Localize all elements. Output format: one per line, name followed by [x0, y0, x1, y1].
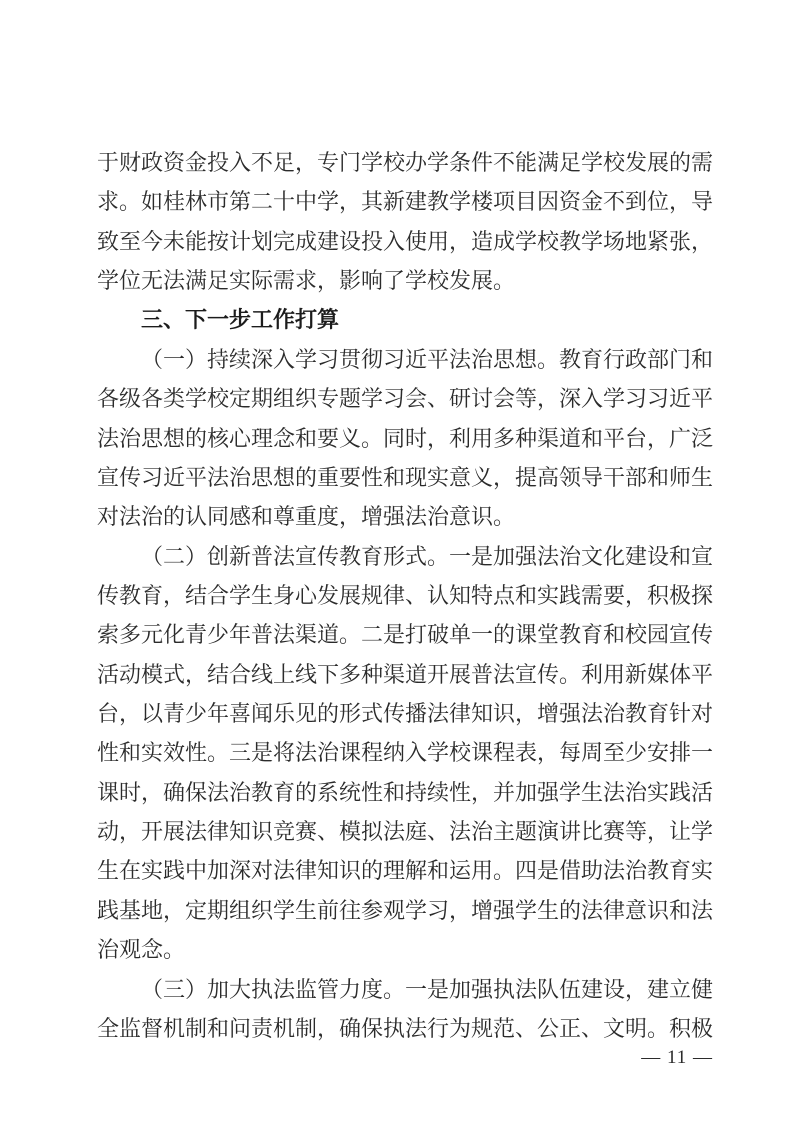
text-line: 践基地，定期组织学生前往参观学习，增强学生的法律意识和法 [97, 897, 713, 923]
text-line: 法治思想的核心理念和要义。同时，利用多种渠道和平台，广泛 [97, 425, 713, 451]
text-line: 于财政资金投入不足，专门学校办学条件不能满足学校发展的需 [97, 150, 713, 175]
text-line: 课时，确保法治教育的系统性和持续性，并加强学生法治实践活 [97, 779, 713, 805]
text-line: 宣传习近平法治思想的重要性和现实意义，提高领导干部和师生 [97, 464, 713, 490]
text-line: 传教育，结合学生身心发展规律、认知特点和实践需要，积极探 [97, 582, 713, 608]
text-line: 生在实践中加深对法律知识的理解和运用。四是借助法治教育实 [97, 858, 713, 884]
document-body [97, 143, 713, 1048]
text-line: 治观念。 [97, 937, 186, 963]
heading-text: 三、下一步工作打算 [141, 307, 340, 333]
text-line: 索多元化青少年普法渠道。二是打破单一的课堂教育和校园宣传 [97, 622, 713, 648]
text-line: 各级各类学校定期组织专题学习会、研讨会等，深入学习习近平 [97, 386, 713, 412]
text-line: （二）创新普法宣传教育形式。一是加强法治文化建设和宣 [141, 543, 713, 569]
text-line: 动，开展法律知识竞赛、模拟法庭、法治主题演讲比赛等，让学 [97, 819, 713, 845]
text-line: 性和实效性。三是将法治课程纳入学校课程表，每周至少安排一 [97, 740, 713, 766]
text-line: 学位无法满足实际需求，影响了学校发展。 [97, 268, 516, 294]
text-line: 活动模式，结合线上线下多种渠道开展普法宣传。利用新媒体平 [97, 661, 713, 687]
paragraph [97, 143, 713, 300]
page-number: — 11 — [641, 1047, 713, 1068]
text-line: 全监督机制和问责机制，确保执法行为规范、公正、文明。积极 [97, 1015, 713, 1041]
text-line: 对法治的认同感和尊重度，增强法治意识。 [97, 504, 516, 530]
text-line: （三）加大执法监管力度。一是加强执法队伍建设，建立健 [141, 976, 713, 1002]
text-line: （一）持续深入学习贯彻习近平法治思想。教育行政部门和 [141, 346, 713, 372]
section-heading [97, 300, 713, 339]
text-line: 致至今未能按计划完成建设投入使用，造成学校教学场地紧张， [97, 228, 713, 254]
paragraph [97, 340, 713, 537]
text-line: 台，以青少年喜闻乐见的形式传播法律知识，增强法治教育针对 [97, 701, 713, 727]
paragraph [97, 970, 713, 1049]
text-line: 求。如桂林市第二十中学，其新建教学楼项目因资金不到位，导 [97, 189, 713, 215]
paragraph [97, 537, 713, 970]
